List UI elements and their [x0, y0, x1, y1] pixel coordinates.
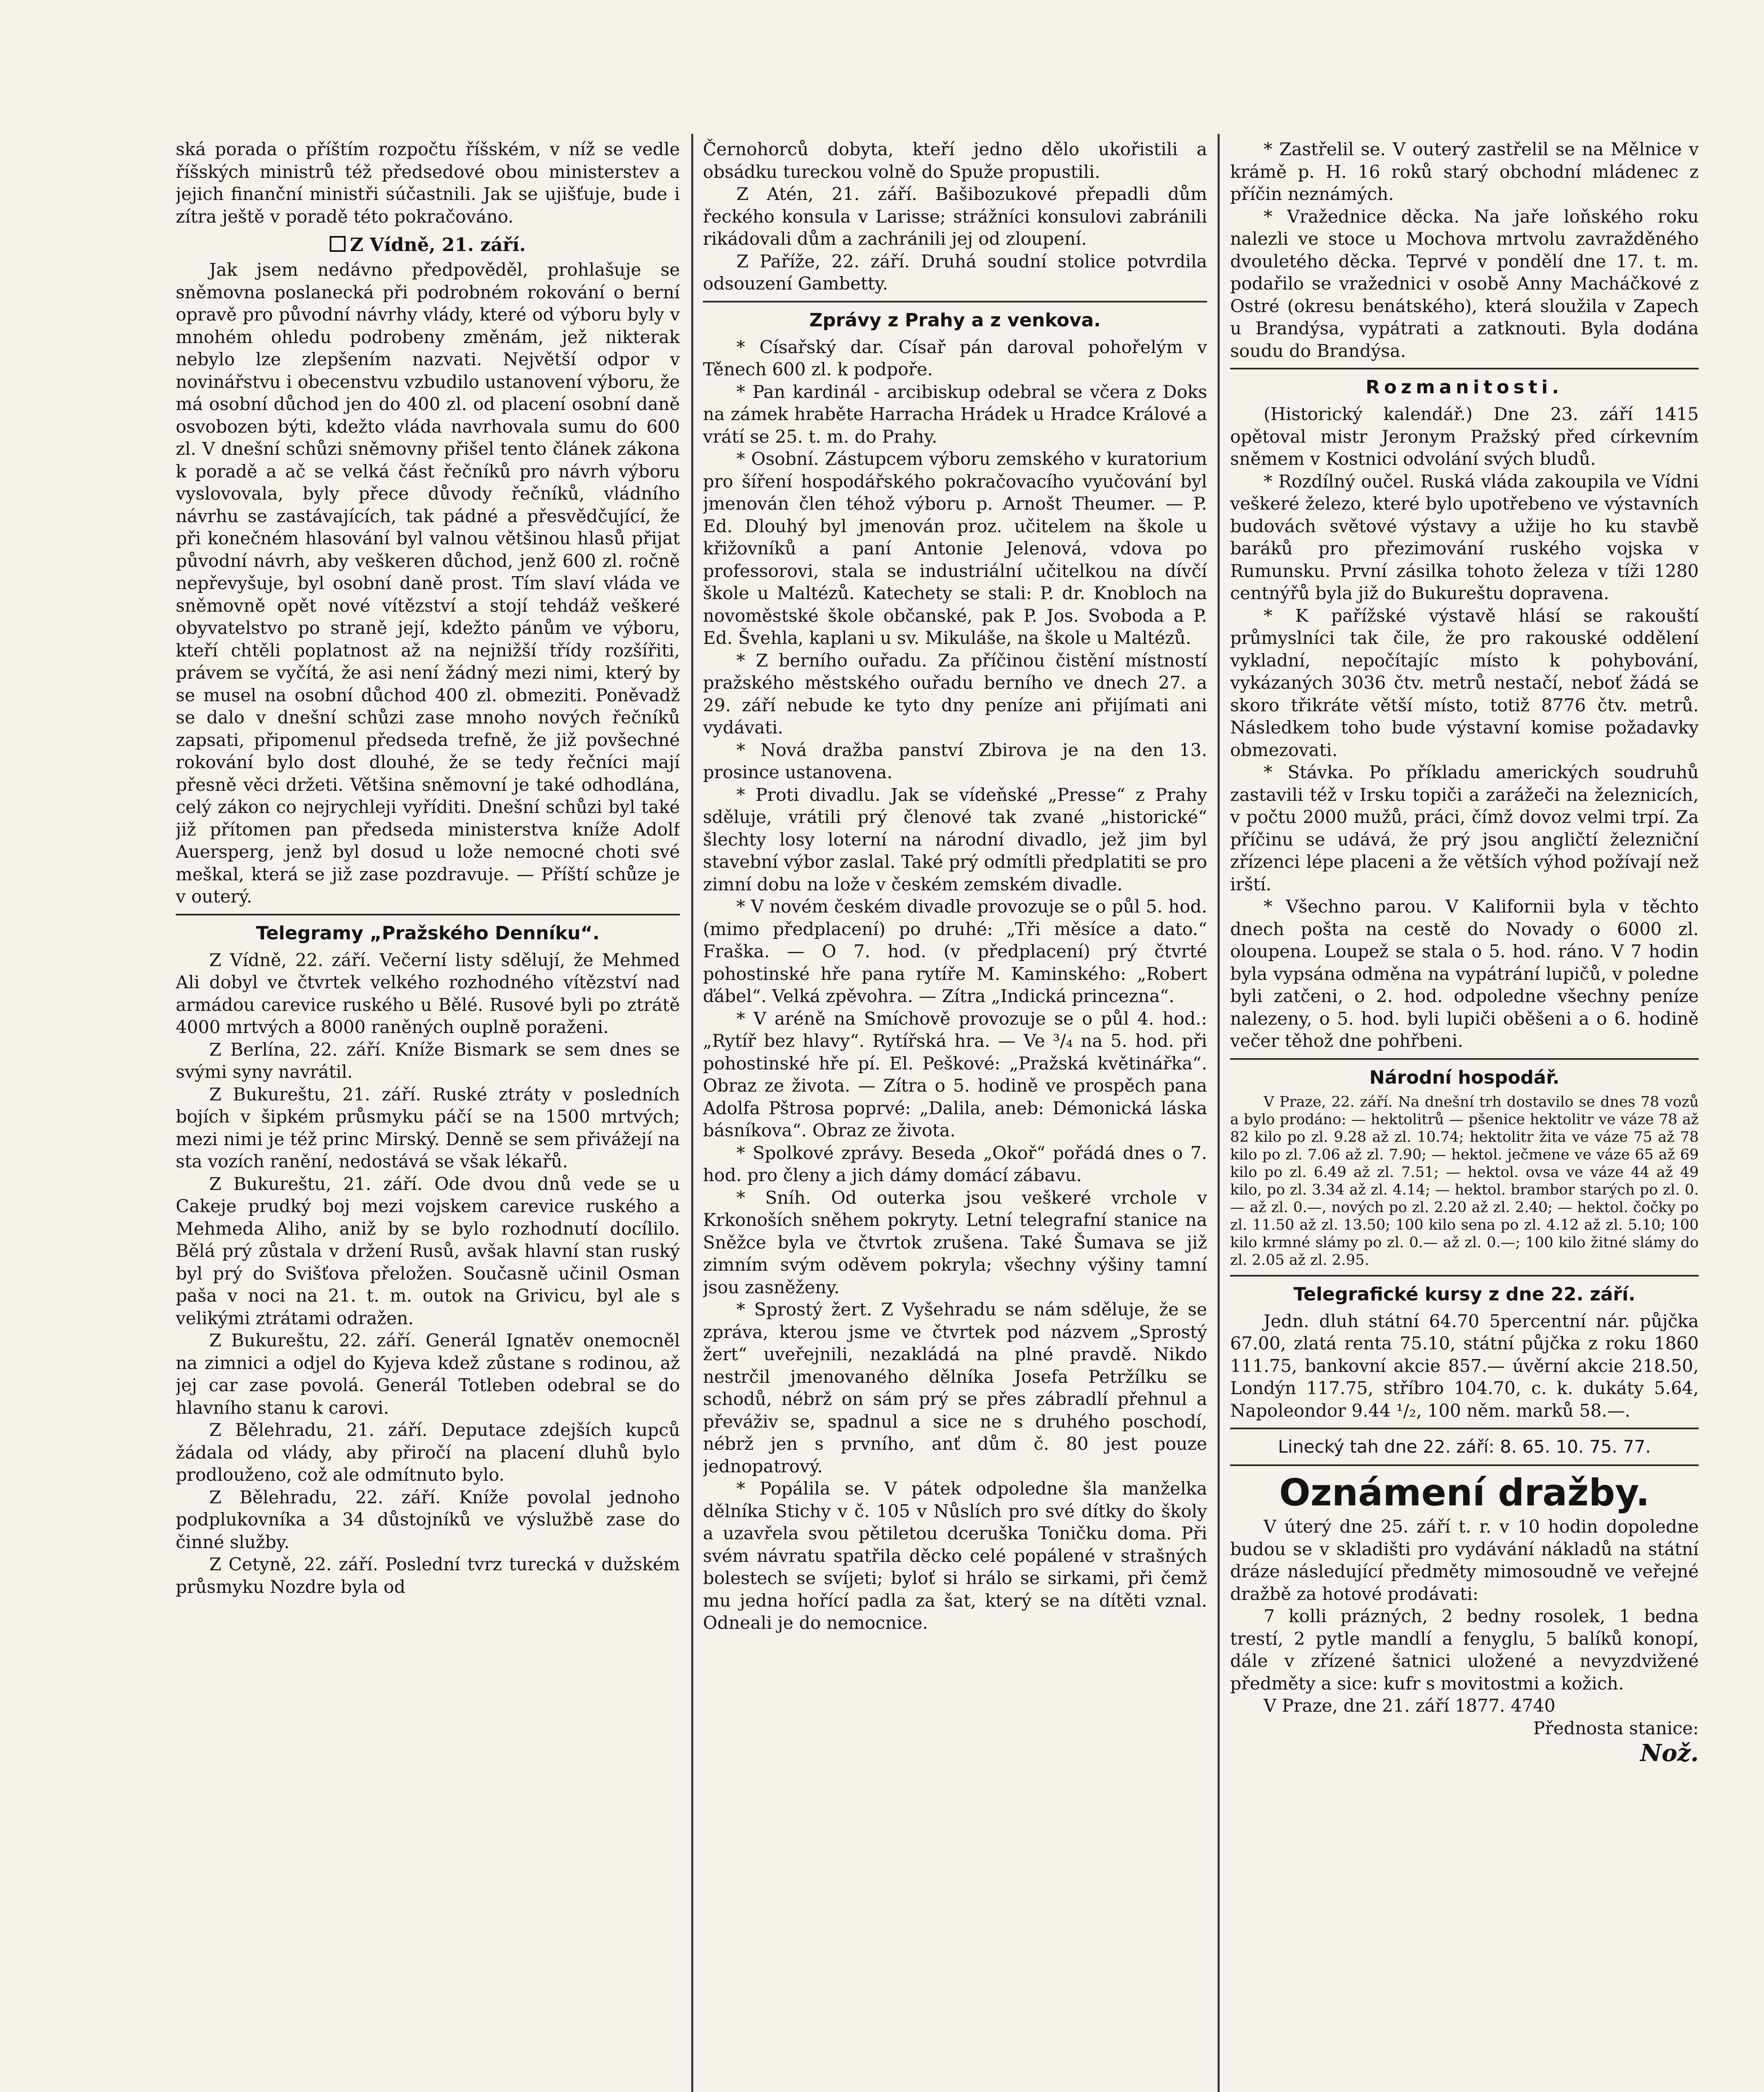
heading-prague-news: Zprávy z Prahy a z venkova. [809, 309, 1101, 331]
divider [176, 914, 680, 915]
telegram-bucharest-3: Z Bukureštu, 22. září. Generál Ignatěv onemocněl na zimnici a odjel do Kyjeva kdež zůstane s rodinou, až jej car zase povolá. Generál Totleben odebral se do hlavního stanu k carovi. [176, 1330, 680, 1418]
divider [1230, 1058, 1699, 1060]
divider [1230, 368, 1699, 369]
telegram-belgrade-2: Z Bělehradu, 22. září. Kníže povolal jednoho podplukovníka a 34 důstojníků ve výslužbě zase do činné služby. [176, 1487, 680, 1552]
telegram-vienna: Z Vídně, 22. září. Večerní listy sdělují, že Mehmed Ali dobyl ve čtvrtek velkého rozhodného vítězství nad armádou carevice ruského u Bělé. Rusové byli po ztrátě 4000 mrtvých a 8000 raněných ouplně poraženi. [176, 949, 680, 1037]
auction-signer-title: Přednosta stanice: [1533, 1718, 1699, 1738]
news-tax-office: * Z berního ouřadu. Za příčinou čistění místností pražského městského ouřadu berního ve dnech 27. a 29. září nebude ke tyto dny peníze ani přijímati ani vydávati. [703, 650, 1207, 738]
divider [703, 301, 1207, 303]
misc-iron: * Rozdílný oučel. Ruská vláda zakoupila ve Vídni veškeré železo, které bylo upotřebeno ve výstavních budovách světové výstavy a užije ho ku stavbě baráků pro přezimování ruského vojska v Rumunsku. První zásilka tohoto železa v tíži 1280 centnýřů byla již do Bukureštu dopravena. [1230, 471, 1699, 603]
divider [1230, 1464, 1699, 1466]
column-rule-left [691, 134, 693, 2092]
telegram-bucharest-2: Z Bukureštu, 21. září. Ode dvou dnů vede se u Cakeje prudký boj mezi vojskem carevice ruského a Mehmeda Aliho, aniž by se bylo rozhodnutí docílilo. Bělá prý zůstala v držení Rusů, avšak hlavní stan ruský byl prý do Svišťova přeložen. Současně učinil Osman paša v noci na 21. t. m. outok na Grivicu, byl ale s velikými ztrátami odražen. [176, 1173, 680, 1328]
divider [1230, 1275, 1699, 1277]
market-report: V Praze, 22. září. Na dnešní trh dostavilo se dnes 78 vozů a bylo prodáno: — hektolitrů — pšenice hektolitr ve váze 78 až 82 kilo po zl. 9.28 až zl. 10.74; hektolitr žita ve váze 75 až 78 kilo po zl. 7.06 až zl. 7.90; — hektol. ječmene ve váze 65 až 69 kilo po zl. 6.49 až zl. 7.51; — hektol. ovsa ve váze 44 až 49 kilo, po zl. 3.34 až zl. 4.14; — hektol. brambor starých po zl. 0.— až zl. 0.—, nových po zl. 2.20 až zl. 2.40; — hektol. čočky po zl. 11.50 až zl. 13.50; 100 kilo sena po zl. 4.12 až zl. 5.10; 100 kilo krmné slámy po zl. 0.— až zl. 0.—; 100 kilo žitné slámy do zl. 2.05 až zl. 2.95. [1230, 1093, 1699, 1269]
telegram-cetinje: Z Cetyně, 22. září. Poslední tvrz turecká v dužském průsmyku Nozdre byla od [176, 1554, 680, 1597]
telegram-berlin: Z Berlína, 22. září. Kníže Bismark se sem dnes se svými syny navrátil. [176, 1039, 680, 1082]
news-murderess: * Vražednice děcka. Na jaře loňského roku nalezli ve stoce u Mochova mrtvolu zavražděného dvouletého děcka. Teprvé v pondělí dne 17. t. m. podařilo se vražednici v osobě Anny Macháčkové z Ostré (okresu benátského), která sloužila v Zapech u Brandýsa, vypátrati a zatknouti. Byla dodána soudu do Brandýsa. [1230, 206, 1699, 361]
telegram-paris: Z Paříže, 22. září. Druhá soudní stolice potvrdila odsouzení Gambetty. [703, 251, 1207, 294]
column-3 [1230, 138, 1699, 2092]
news-suicide: * Zastřelil se. V outerý zastřelil se na Mělnice v krámě p. H. 16 roků starý obchodní mládenec z příčin neznámých. [1230, 139, 1699, 204]
auction-date: V Praze, dne 21. září 1877. 4740 [1264, 1695, 1556, 1716]
auction-signature: Nož. [1640, 1739, 1699, 1767]
dateline-vienna: Z Vídně, 21. září. [176, 233, 680, 257]
paragraph-tax-reform: Jak jsem nedávno předpověděl, prohlašuje se sněmovna poslanecká při podrobném rokování o berní opravě pro původní návrhy vlády, které od výboru byly v mnohém ohledu podrobeny změnám, jež nikterak nebylo lze zlepšením nazvati. Největší odpor v novinářstvu i obecenstvu vzbudilo ustanovení výboru, že má osobní důchod jen do 400 zl. od placení osobní daně osvobozen býti, kdežto vláda navrhovala sumu do 600 zl. V dnešní schůzi sněmovny přišel tento článek zákona k poradě a ač se velká část řečníků pro návrh výboru vyslovovala, byly přece důvody řečníků, vládního návrhu se zastávajících, tak pádné a přesvědčující, že při konečném hlasování byl valnou většinou hlasů přijat původní návrh, aby veškeren důchod, jenž 600 zl. ročně nepřevyšuje, byl osobní daně prost. Tím slaví vláda ve sněmovně opět nové vítězství a stojí tehdáž veškeré obyvatelstvo po straně její, kdežto pánům ve výboru, kteří chtěli poplatnost až na nejnižší třídy rozšířiti, právem se vyčítá, že asi není žádný mezi nimi, který by se musel na osobní důchod 400 zl. obmeziti. Poněvadž se dalo v dnešní schůzi zase mnoho nových řečníků zapsati, připomenul předseda trefně, že již povšechné rokování bylo dost dlouhé, že se tedy řečníci mají přesně věci držeti. Většina sněmovní je také odhodlána, celý zákon co nejrychleji vyříditi. Dnešní schůzi byl také již přítomen pan předseda ministerstva kníže Adolf Auersperg, jenž byl dosud u lože nemocné choti své meškal, která se již zase pozdravuje. — Příští schůze je v outerý. [176, 259, 680, 907]
news-prank: * Sprostý žert. Z Vyšehradu se nám sděluje, že se zpráva, kterou jsme ve čtvrtek pod názvem „Sprostý žert“ uveřejnili, nezakládá na plné pravdě. Nikdo nestrčil jmenovaného dělníka Josefa Petržílku se schodů, nébrž on sám prý se přes zábradlí přehnul a převáživ se, spadnul a sice ne s druhého poschodí, nébrž jen s prvního, anť dům č. 80 jest pouze jednopatrový. [703, 1299, 1207, 1477]
column-1 [176, 138, 680, 2092]
auction-intro: V úterý dne 25. září t. r. v 10 hodin dopoledne budou se v skladišti pro vydávání nákladů na státní dráze následující předměty mimosoudně ve veřejné dražbě za hotové prodávati: [1230, 1516, 1699, 1604]
paragraph-montenegro: Černohorců dobyta, kteří jedno dělo ukořistili a obsádku tureckou volně do Spuže propustili. [703, 139, 1207, 182]
news-arena-smichov: * V aréně na Smíchově provozuje se o půl 4. hod.: „Rytíř bez hlavy“. Rytířská hra. — Ve ³/₄ na 5. hod. při pohostinské hře pí. El. Peškové: „Pražská květinářka“. Obraz ze života. — Zítra o 5. hodině ve prospěch pana Adolfa Pštrosa poprvé: „Dalila, aneb: Démonická láska básníkova“. Obraz ze života. [703, 1008, 1207, 1141]
paragraph-budget: ská porada o příštím rozpočtu říšském, v níž se vedle říšských ministrů též předsedové obou ministerstev a jejich finanční ministři súčastnili. Jak se ujišťuje, bude i zítra ještě v poradě této pokračováno. [176, 139, 680, 227]
column-2 [703, 138, 1207, 2092]
news-emperor-gift: * Císařský dar. Císař pán daroval pohořelým v Těnech 600 zl. k podpoře. [703, 336, 1207, 379]
news-cardinal: * Pan kardinál - arcibiskup odebral se včera z Doks na zámek hraběte Harracha Hrádek u Hradce Králové a vrátí se 25. t. m. do Prahy. [703, 381, 1207, 447]
column-rule-right [1218, 134, 1220, 2092]
lottery-draw: Linecký tah dne 22. září: 8. 65. 10. 75. 77. [1278, 1436, 1651, 1457]
auction-items: 7 kolli prázných, 2 bedny rosolek, 1 bedna trestí, 2 pytle mandlí a fenyglu, 5 balíků konopí, dále v zřízené šatnici uložené a nevyzdvižené předměty a sice: kufr s movitostmi a kožich. [1230, 1606, 1699, 1694]
telegram-bucharest-1: Z Bukureštu, 21. září. Ruské ztráty v posledních bojích v šipkém průsmyku páčí se na 1500 mrtvých; mezi nimi je též princ Mirský. Denně se sem přivážejí na sta vozích ranění, nedostává se však lékařů. [176, 1084, 680, 1172]
heading-telegrams: Telegramy „Pražského Denníku“. [256, 922, 600, 944]
exchange-rates: Jedn. dluh státní 64.70 5percentní nár. půjčka 67.00, zlatá renta 75.10, státní půjčka z roku 1860 111.75, bankovní akcie 857.— úvěrní akcie 218.50, Londýn 117.75, stříbro 104.70, c. k. dukáty 5.64, Napoleondor 9.44 ¹/₂, 100 něm. marků 58.—. [1230, 1310, 1699, 1421]
news-auction: * Nová dražba panství Zbirova je na den 13. prosince ustanovena. [703, 739, 1207, 782]
news-burned: * Popálila se. V pátek odpoledne šla manželka dělníka Stichy v č. 105 v Nůslích pro své dítky do školy a uzavřela svou pětiletou dceruška Toničku doma. Při svém návratu spatřila děcko celé popálené v strašných bolestech se svíjeti; byloť si hrálo se sirkami, při čemž mu jedna hořící padla za šat, který se na dítěti vznal. Odneali je do nemocnice. [703, 1478, 1207, 1633]
telegram-athens: Z Atén, 21. září. Bašibozukové přepadli dům řeckého konsula v Larisse; strážníci konsulovi zabránili rikádovali dům a zachránili jej od zloupení. [703, 184, 1207, 249]
news-against-theatre: * Proti divadlu. Jak se vídeňské „Presse“ z Prahy sděluje, vrátili prý členové tak zvané „historické“ šlechty losy loterní na národní divadlo, jež jim byl stavební výbor zaslal. Také prý odmítli předplatiti se pro zimní dobu na lože v českém zemském divadle. [703, 784, 1207, 895]
news-club: * Spolkové zprávy. Beseda „Okoř“ pořádá dnes o 7. hod. pro členy a jich dámy domácí zábavu. [703, 1142, 1207, 1185]
heading-economy: Národní hospodář. [1369, 1067, 1560, 1088]
heading-miscellany: Rozmanitosti. [1366, 377, 1563, 398]
misc-exhibition: * K pařížské výstavě hlásí se rakouští průmyslníci tak čile, že pro rakouské oddělení vykladní, nepočítajíc místo k pohybování, vykázaných 3036 čtv. metrů nestačí, neboť žádá se skoro třikráte větší místo, totiž 8776 čtv. metrů. Následkem toho bude výstavní komise požadavky obmezovati. [1230, 605, 1699, 760]
auction-notice-title: Oznámení dražby. [1279, 1471, 1650, 1514]
news-new-theatre: * V novém českém divadle provozuje se o půl 5. hod. (mimo předplacení) po druhé: „Tři měsíce a dato.“ Fraška. — O 7. hod. (v předplacení) prý čtvrté pohostinské hře pana rytíře M. Kaminského: „Robert ďábel“. Velká zpěvohra. — Zítra „Indická princezna“. [703, 896, 1207, 1006]
telegram-belgrade-1: Z Bělehradu, 21. září. Deputace zdejších kupců žádala od vlády, aby přiročí na placení dluhů bylo prodlouženo, což ale odmítnuto bylo. [176, 1420, 680, 1485]
misc-calendar: (Historický kalendář.) Dne 23. září 1415 opětoval mistr Jeronym Pražský před církevním sněmem v Kostnici odvolání svých bludů. [1230, 404, 1699, 469]
misc-strike: * Stávka. Po příkladu amerických soudruhů zastavili též v Irsku topiči a zarážeči na železnicích, v počtu 2000 mužů, práci, čímž dovoz velmi trpí. Za příčinu se udává, že prý jsou angličtí železniční zřízenci lépe placeni a že větších výhod požívají než irští. [1230, 762, 1699, 895]
square-mark-icon [330, 236, 346, 252]
heading-exchange-rates: Telegrafické kursy z dne 22. září. [1293, 1283, 1636, 1305]
news-personal: * Osobní. Zástupcem výboru zemského v kuratorium pro šíření hospodářského pokračovacího vyučování byl jmenován člen téhož výboru p. Arnošt Theumer. — P. Ed. Dlouhý byl jmenován proz. učitelem na škole u křižovníků a paní Antonie Jelenová, vdova po professorovi, stala se industriální učitelkou na dívčí škole u Maltézů. Katechety se stali: P. dr. Knobloch na novoměstské škole občanské, pak P. Jos. Svoboda a P. Ed. Švehla, kaplani u sv. Mikuláše, na škole u Maltézů. [703, 449, 1207, 648]
divider [1230, 1428, 1699, 1429]
news-snow: * Sníh. Od outerka jsou veškeré vrchole v Krkonoších sněhem pokryty. Letní telegrafní stanice na Sněžce byla ve čtvrtok zrušena. Také Šumava se již zimním svým oděvem pokryla; všechny výšiny tamní jsou zasněženy. [703, 1187, 1207, 1297]
misc-steam: * Všechno parou. V Kalifornii byla v těchto dnech pošta na cestě do Novady o 6000 zl. oloupena. Loupež se stala o 5. hod. ráno. V 7 hodin byla vypsána odměna na vypátrání lupičů, v poledne byli zatčeni, o 2. hod. odpoledne všechny peníze nalezeny, o 5. hod. byli lupiči oběšeni a o 6. hodině večer těhož dne pohřbeni. [1230, 896, 1699, 1051]
